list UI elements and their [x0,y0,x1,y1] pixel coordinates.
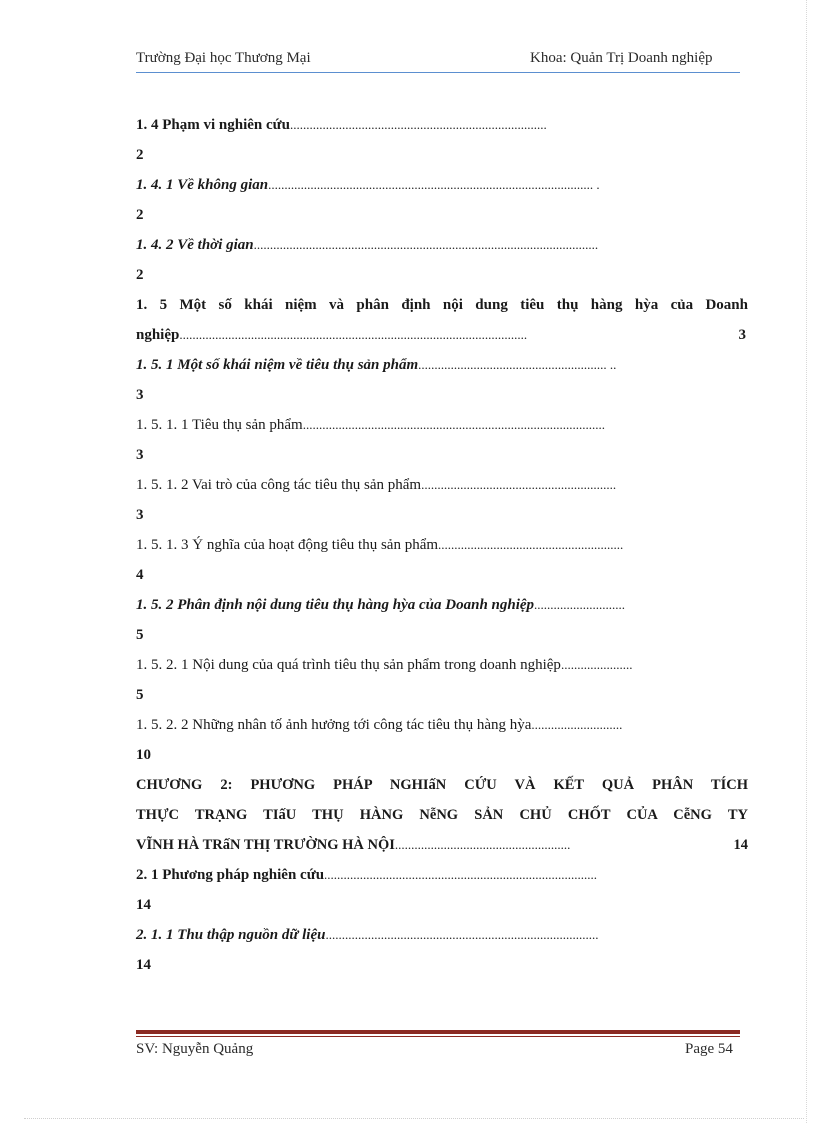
toc-page-number: 14 [136,957,151,973]
toc-entry-1-5-1[interactable] [136,350,748,380]
toc-leader: ...................................................... [394,837,571,852]
toc-entry-1-5-cont[interactable] [136,320,748,350]
toc-entry-title: 2. 1. 1 Thu thập nguồn dữ liệu [136,927,326,943]
toc-chapter-2-cont2[interactable] [136,830,748,860]
toc-entry-1-5-1-1[interactable] [136,410,748,440]
toc-page-number: 14 [136,897,151,913]
toc-entry-title: 1. 4 Phạm vi nghiên cứu [136,117,291,133]
table-of-contents [136,110,748,980]
toc-entry-1-4[interactable] [136,110,748,140]
toc-entry-1-5-2[interactable] [136,590,748,620]
toc-entry-title: 1. 4. 1 Về không gian [136,177,269,193]
toc-leader: ............................ [531,717,623,732]
toc-entry-1-5[interactable] [136,290,748,320]
toc-leader: ............................................................ [421,477,617,492]
toc-leader: .......................................................................................................... [253,237,599,252]
toc-page-number: 3 [738,327,746,343]
toc-leader: .................................................................................................... . [268,177,600,192]
toc-page-number: 2 [136,267,144,283]
toc-entry-title: 2. 1 Phương pháp nghiên cứu [136,867,325,883]
toc-page-number: 2 [136,147,144,163]
toc-entry-title: 1. 5. 1. 3 Ý nghĩa của hoạt động tiêu thụ sản phẩm [136,537,439,553]
toc-page-number: 3 [136,447,144,463]
toc-leader: ............................................................................................. [302,417,605,432]
toc-leader: ............................ [534,597,626,612]
footer-divider-thin [136,1036,740,1037]
toc-page-number: 5 [136,627,144,643]
toc-entry-2-1[interactable] [136,860,748,890]
toc-leader: .................................................................................... [324,867,598,882]
toc-leader: ............................................................................... [290,117,547,132]
toc-entry-title-cont: nghiệp [136,327,180,343]
toc-leader: .................................................................................... [325,927,599,942]
toc-leader: ........................................................................................................... [179,327,528,342]
toc-entry-title: 1. 5. 1. 2 Vai trò của công tác tiêu thụ sản phẩm [136,477,422,493]
toc-page-number: 3 [136,507,144,523]
page-edge-right [806,0,808,1123]
toc-entry-title: 1. 5. 2 Phân định nội dung tiêu thụ hàng hỳa của Doanh nghiệp [136,597,535,613]
toc-entry-title-cont: THỰC TRẠNG TIấU THỤ HÀNG NễNG SẢN CHỦ CHỐT CỦA CễNG TY [136,807,748,823]
toc-entry-1-5-2-2[interactable] [136,710,748,740]
toc-entry-title: 1. 5. 1 Một số khái niệm về tiêu thụ sản phẩm [136,357,419,373]
toc-leader: ...................... [560,657,633,672]
footer-page-number: Page 54 [685,1041,733,1057]
toc-entry-1-5-2-1[interactable] [136,650,748,680]
toc-entry-title: 1. 4. 2 Về thời gian [136,237,254,253]
footer-divider-thick [136,1030,740,1034]
header-school: Trường Đại học Thương Mại [136,50,311,66]
toc-entry-title: CHƯƠNG 2: PHƯƠNG PHÁP NGHIấN CỨU VÀ KẾT QUẢ PHÂN TÍCH [136,777,748,793]
toc-page-number: 10 [136,747,151,763]
toc-leader: .......................................................... .. [418,357,617,372]
toc-chapter-2-cont[interactable] [136,800,748,830]
toc-page-number: 3 [136,387,144,403]
toc-entry-1-5-1-3[interactable] [136,530,748,560]
toc-entry-1-4-2[interactable] [136,230,748,260]
toc-entry-2-1-1[interactable] [136,920,748,950]
toc-entry-title-cont2: VĨNH HÀ TRấN THỊ TRƯỜNG HÀ NỘI [136,837,395,853]
toc-leader: ......................................................... [438,537,624,552]
toc-page-number: 4 [136,567,144,583]
toc-entry-title: 1. 5. 2. 1 Nội dung của quá trình tiêu thụ sản phẩm trong doanh nghiệp [136,657,561,673]
toc-entry-title: 1. 5 Một số khái niệm và phân định nội dung tiêu thụ hàng hỳa của Doanh [136,297,748,313]
toc-page-number: 5 [136,687,144,703]
header-faculty: Khoa: Quản Trị Doanh nghiệp [530,50,713,66]
toc-entry-1-5-1-2[interactable] [136,470,748,500]
footer-student: SV: Nguyễn Quảng [136,1041,254,1057]
toc-entry-title: 1. 5. 2. 2 Những nhân tố ảnh hưởng tới công tác tiêu thụ hàng hỳa [136,717,532,733]
toc-entry-title: 1. 5. 1. 1 Tiêu thụ sản phẩm [136,417,303,433]
toc-page-number: 2 [136,207,144,223]
page-edge-bottom [24,1118,804,1120]
header-divider [136,72,740,73]
toc-page-number: 14 [733,837,748,853]
toc-entry-1-4-1[interactable] [136,170,748,200]
toc-chapter-2[interactable] [136,770,748,800]
